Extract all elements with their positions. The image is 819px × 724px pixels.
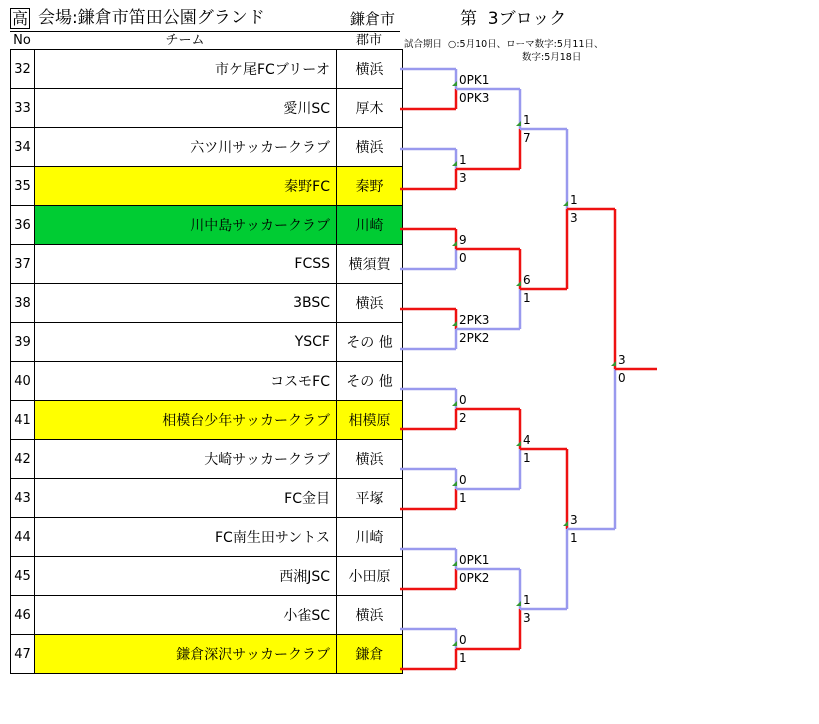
team-name: 愛川SC xyxy=(35,89,337,128)
score-top: 4 xyxy=(523,433,531,447)
team-number: 45 xyxy=(11,557,35,596)
team-name: 秦野FC xyxy=(35,167,337,206)
team-number: 42 xyxy=(11,440,35,479)
team-name: 鎌倉深沢サッカークラブ xyxy=(35,635,337,674)
team-number: 34 xyxy=(11,128,35,167)
team-name: 六ツ川サッカークラブ xyxy=(35,128,337,167)
score-bottom: 1 xyxy=(459,651,467,665)
score-top: 6 xyxy=(523,273,531,287)
team-city: その 他 xyxy=(337,323,403,362)
team-name: FC金目 xyxy=(35,479,337,518)
team-number: 43 xyxy=(11,479,35,518)
result-marker xyxy=(516,121,521,126)
result-marker xyxy=(563,521,568,526)
division-mark: 高 xyxy=(11,9,28,28)
column-header-team: チーム xyxy=(165,33,205,48)
score-top: 0 xyxy=(459,473,467,487)
schedule-note-line2: 数字:5月18日 xyxy=(522,52,582,63)
score-bottom: 1 xyxy=(459,491,467,505)
team-name: FC南生田サントス xyxy=(35,518,337,557)
score-top: 3 xyxy=(618,353,626,367)
block-title: 第 3ブロック xyxy=(460,9,567,29)
result-marker xyxy=(452,641,457,646)
score-top: 0 xyxy=(459,633,467,647)
score-top: 1 xyxy=(459,153,467,167)
column-header-no: No xyxy=(13,33,31,48)
result-marker xyxy=(452,321,457,326)
team-name: 西湘JSC xyxy=(35,557,337,596)
team-number: 41 xyxy=(11,401,35,440)
team-name: 市ケ尾FCブリーオ xyxy=(35,50,337,89)
team-name: 川中島サッカークラブ xyxy=(35,206,337,245)
host-city: 鎌倉市 xyxy=(350,10,396,28)
team-name: 大崎サッカークラブ xyxy=(35,440,337,479)
score-top: 0PK1 xyxy=(459,553,490,567)
team-number: 40 xyxy=(11,362,35,401)
score-top: 0 xyxy=(459,393,467,407)
result-marker xyxy=(452,561,457,566)
result-marker xyxy=(611,361,616,366)
score-top: 3 xyxy=(570,513,578,527)
team-name: YSCF xyxy=(35,323,337,362)
score-top: 1 xyxy=(523,593,531,607)
venue-title: 会場:鎌倉市笛田公園グランド xyxy=(38,8,265,28)
score-bottom: 2PK2 xyxy=(459,331,490,345)
team-name: 相模台少年サッカークラブ xyxy=(35,401,337,440)
team-number: 36 xyxy=(11,206,35,245)
result-marker xyxy=(516,601,521,606)
score-top: 9 xyxy=(459,233,467,247)
result-marker xyxy=(452,241,457,246)
score-bottom: 3 xyxy=(570,211,578,225)
team-number: 47 xyxy=(11,635,35,674)
team-city: 鎌倉 xyxy=(337,635,403,674)
team-city: 横浜 xyxy=(337,128,403,167)
team-number: 44 xyxy=(11,518,35,557)
score-bottom: 1 xyxy=(523,291,531,305)
team-city: 川崎 xyxy=(337,206,403,245)
score-top: 1 xyxy=(523,113,531,127)
score-bottom: 1 xyxy=(570,531,578,545)
result-marker xyxy=(452,161,457,166)
team-number: 35 xyxy=(11,167,35,206)
team-number: 32 xyxy=(11,50,35,89)
team-name: FCSS xyxy=(35,245,337,284)
team-number: 46 xyxy=(11,596,35,635)
team-city: 厚木 xyxy=(337,89,403,128)
result-marker xyxy=(452,481,457,486)
team-city: 秦野 xyxy=(337,167,403,206)
team-name: コスモFC xyxy=(35,362,337,401)
team-city: 横須賀 xyxy=(337,245,403,284)
team-name: 3BSC xyxy=(35,284,337,323)
schedule-note-line1: 試合期日 ○:5月10日、ローマ数字:5月11日、 xyxy=(404,39,604,50)
result-marker xyxy=(516,281,521,286)
team-city: 横浜 xyxy=(337,596,403,635)
team-city: 横浜 xyxy=(337,284,403,323)
result-marker xyxy=(563,201,568,206)
score-top: 2PK3 xyxy=(459,313,490,327)
score-top: 1 xyxy=(570,193,578,207)
team-number: 37 xyxy=(11,245,35,284)
score-top: 0PK1 xyxy=(459,73,490,87)
team-city: 相模原 xyxy=(337,401,403,440)
team-city: 横浜 xyxy=(337,50,403,89)
score-bottom: 0 xyxy=(459,251,467,265)
team-name: 小雀SC xyxy=(35,596,337,635)
team-number: 38 xyxy=(11,284,35,323)
column-header-city: 郡市 xyxy=(355,33,382,48)
score-bottom: 2 xyxy=(459,411,467,425)
result-marker xyxy=(516,441,521,446)
team-number: 33 xyxy=(11,89,35,128)
score-bottom: 0PK3 xyxy=(459,91,490,105)
team-city: その 他 xyxy=(337,362,403,401)
result-marker xyxy=(452,81,457,86)
score-bottom: 0PK2 xyxy=(459,571,490,585)
team-city: 川崎 xyxy=(337,518,403,557)
team-number: 39 xyxy=(11,323,35,362)
score-bottom: 3 xyxy=(523,611,531,625)
team-city: 小田原 xyxy=(337,557,403,596)
score-bottom: 0 xyxy=(618,371,626,385)
team-city: 横浜 xyxy=(337,440,403,479)
score-bottom: 1 xyxy=(523,451,531,465)
team-city: 平塚 xyxy=(337,479,403,518)
score-bottom: 7 xyxy=(523,131,531,145)
score-bottom: 3 xyxy=(459,171,467,185)
result-marker xyxy=(452,401,457,406)
